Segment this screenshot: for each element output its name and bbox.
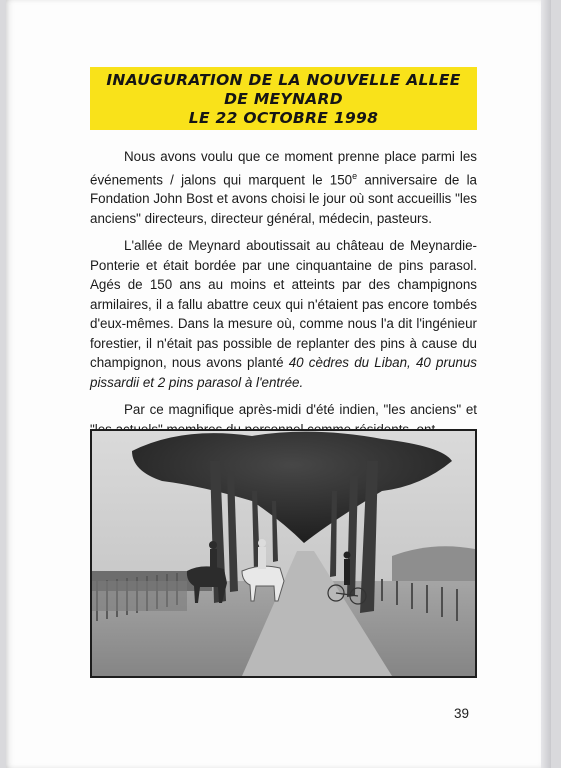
paragraph-2-italic: 40 cèdres du Liban, 40 prunus pissardii et 2 pins parasol à l'entrée. — [90, 355, 478, 390]
paragraph-3-text: Par ce magnifique après-midi d'été indien, "les anciens" et — [124, 402, 477, 418]
paragraph-1-part-a: Nous avons voulu que ce moment prenne place parmi les événements / jalons qui marquent le 150 — [90, 149, 477, 187]
document-page — [6, 0, 551, 768]
page-number: 39 — [454, 706, 470, 721]
page-edge-shadow — [541, 0, 551, 768]
title-banner — [90, 67, 477, 130]
paragraph-1 — [90, 147, 477, 228]
paragraph-2-text: L'allée de Meynard aboutissait au château de Meynardie-Ponterie et était bordée par une cinquantaine de pins parasol. Agés de 150 ans au moins et atteints par des champignons armilaires, il a fallu abattre ceux qui n'étaient pas encore tombés d'eux-mêmes. Dans la mesure où, comme nous l'a dit l'ingénieur forestier, il n'était pas possible de replanter des pins à cause du champignon, nous avons planté — [90, 238, 477, 371]
body-text — [90, 147, 477, 439]
historic-photo — [90, 429, 477, 678]
title-line-3: LE 22 OCTOBRE 1998 — [188, 109, 379, 127]
title-line-1: INAUGURATION DE LA NOUVELLE ALLEE — [106, 71, 461, 89]
superscript-e: e — [352, 170, 358, 181]
paragraph-2 — [90, 236, 477, 392]
title-line-2: DE MEYNARD — [224, 90, 343, 108]
photo-allee-pines — [92, 431, 475, 676]
paragraph-1-part-b: anniversaire de la Fondation John Bost et avons choisi le jour où sont accueillis "les anciens" directeurs, directeur général, médecin, pasteurs. — [90, 171, 478, 226]
